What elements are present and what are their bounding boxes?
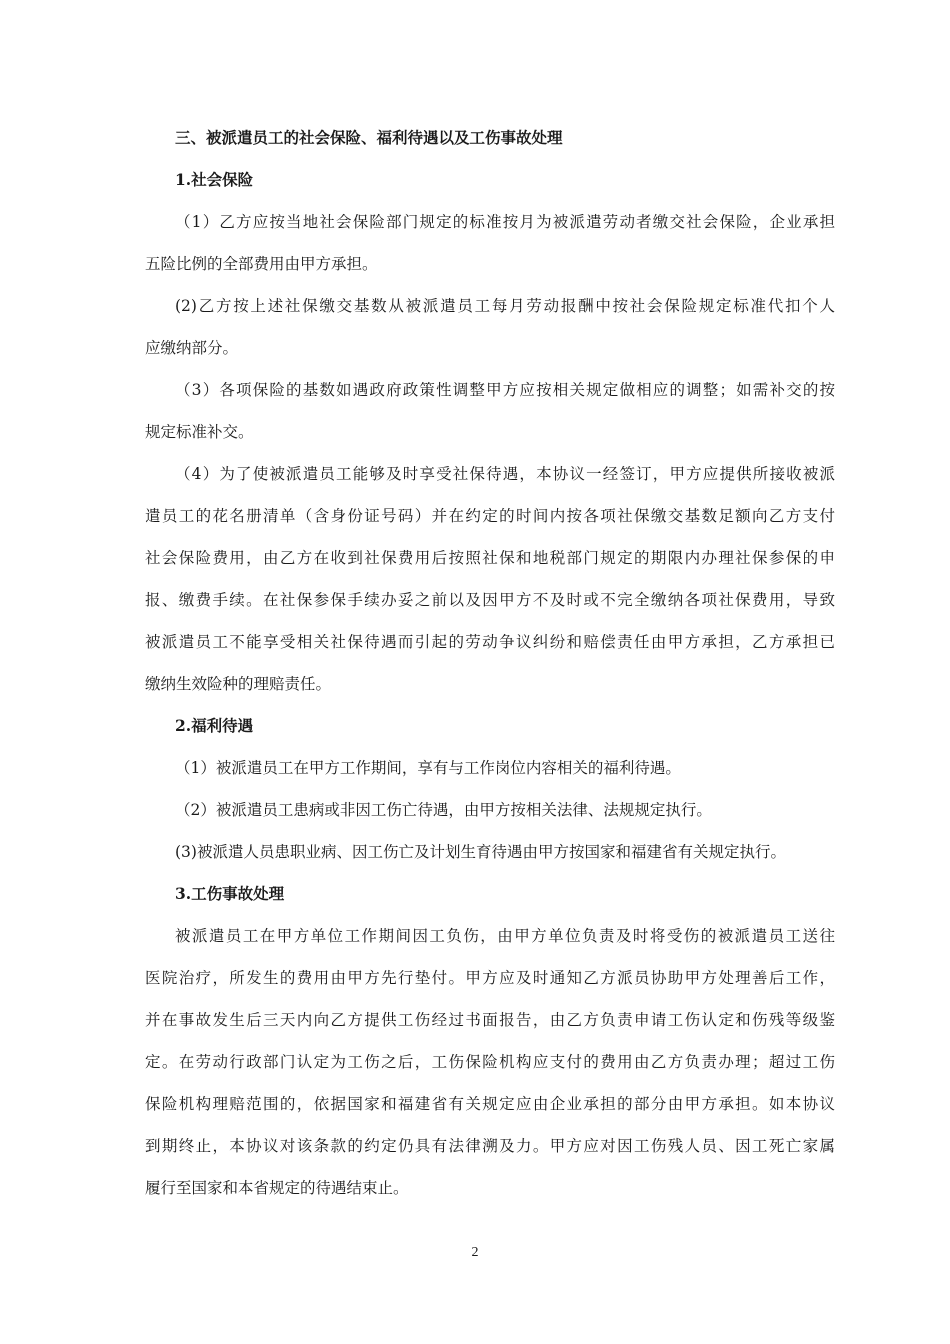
paragraph-line: 并在事故发生后三天内向乙方提供工伤经过书面报告，由乙方负责申请工伤认定和伤残等级鉴: [145, 1011, 835, 1029]
paragraph-line: （1）乙方应按当地社会保险部门规定的标准按月为被派遣劳动者缴交社会保险，企业承担: [175, 213, 835, 231]
paragraph-line: 定。在劳动行政部门认定为工伤之后，工伤保险机构应支付的费用由乙方负责办理；超过工伤: [145, 1053, 835, 1071]
paragraph-line: (3)被派遣人员患职业病、因工伤亡及计划生育待遇由甲方按国家和福建省有关规定执行。: [175, 843, 786, 861]
paragraph-line: 缴纳生效险种的理赔责任。: [145, 675, 332, 693]
paragraph-line: 报、缴费手续。在社保参保手续办妥之前以及因甲方不及时或不完全缴纳各项社保费用，导致: [145, 591, 835, 609]
paragraph-line: 医院治疗，所发生的费用由甲方先行垫付。甲方应及时通知乙方派员协助甲方处理善后工作，: [145, 969, 835, 987]
subsection-title-social-insurance: 1.社会保险: [175, 170, 254, 189]
paragraph-line: 五险比例的全部费用由甲方承担。: [145, 255, 378, 273]
paragraph-line: （1）被派遣员工在甲方工作期间，享有与工作岗位内容相关的福利待遇。: [175, 759, 681, 777]
paragraph-line: （4）为了使被派遣员工能够及时享受社保待遇，本协议一经签订，甲方应提供所接收被派: [175, 465, 835, 483]
subsection-title-welfare: 2.福利待遇: [175, 716, 254, 735]
paragraph-line: （3）各项保险的基数如遇政府政策性调整甲方应按相关规定做相应的调整；如需补交的按: [175, 381, 835, 399]
paragraph-line: 社会保险费用，由乙方在收到社保费用后按照社保和地税部门规定的期限内办理社保参保的申: [145, 549, 835, 567]
paragraph-line: 被派遣员工不能享受相关社保待遇而引起的劳动争议纠纷和赔偿责任由甲方承担，乙方承担已: [145, 633, 835, 651]
paragraph-line: 履行至国家和本省规定的待遇结束止。: [145, 1179, 409, 1197]
paragraph-line: 规定标准补交。: [145, 423, 254, 441]
paragraph-line: 遣员工的花名册清单（含身份证号码）并在约定的时间内按各项社保缴交基数足额向乙方支付: [145, 507, 835, 525]
paragraph-line: 应缴纳部分。: [145, 339, 239, 357]
paragraph-line: 保险机构理赔范围的，依据国家和福建省有关规定应由企业承担的部分由甲方承担。如本协议: [145, 1095, 835, 1113]
paragraph-line: 被派遣员工在甲方单位工作期间因工负伤，由甲方单位负责及时将受伤的被派遣员工送往: [175, 927, 835, 945]
page-number: 2: [471, 1245, 479, 1260]
paragraph-line: 到期终止，本协议对该条款的约定仍具有法律溯及力。甲方应对因工伤残人员、因工死亡家属: [145, 1137, 835, 1155]
paragraph-line: (2)乙方按上述社保缴交基数从被派遣员工每月劳动报酬中按社会保险规定标准代扣个人: [175, 297, 835, 315]
subsection-title-injury: 3.工伤事故处理: [175, 884, 285, 903]
section-title: 三、被派遣员工的社会保险、福利待遇以及工伤事故处理: [175, 128, 563, 147]
paragraph-line: （2）被派遣员工患病或非因工伤亡待遇，由甲方按相关法律、法规规定执行。: [175, 801, 712, 819]
